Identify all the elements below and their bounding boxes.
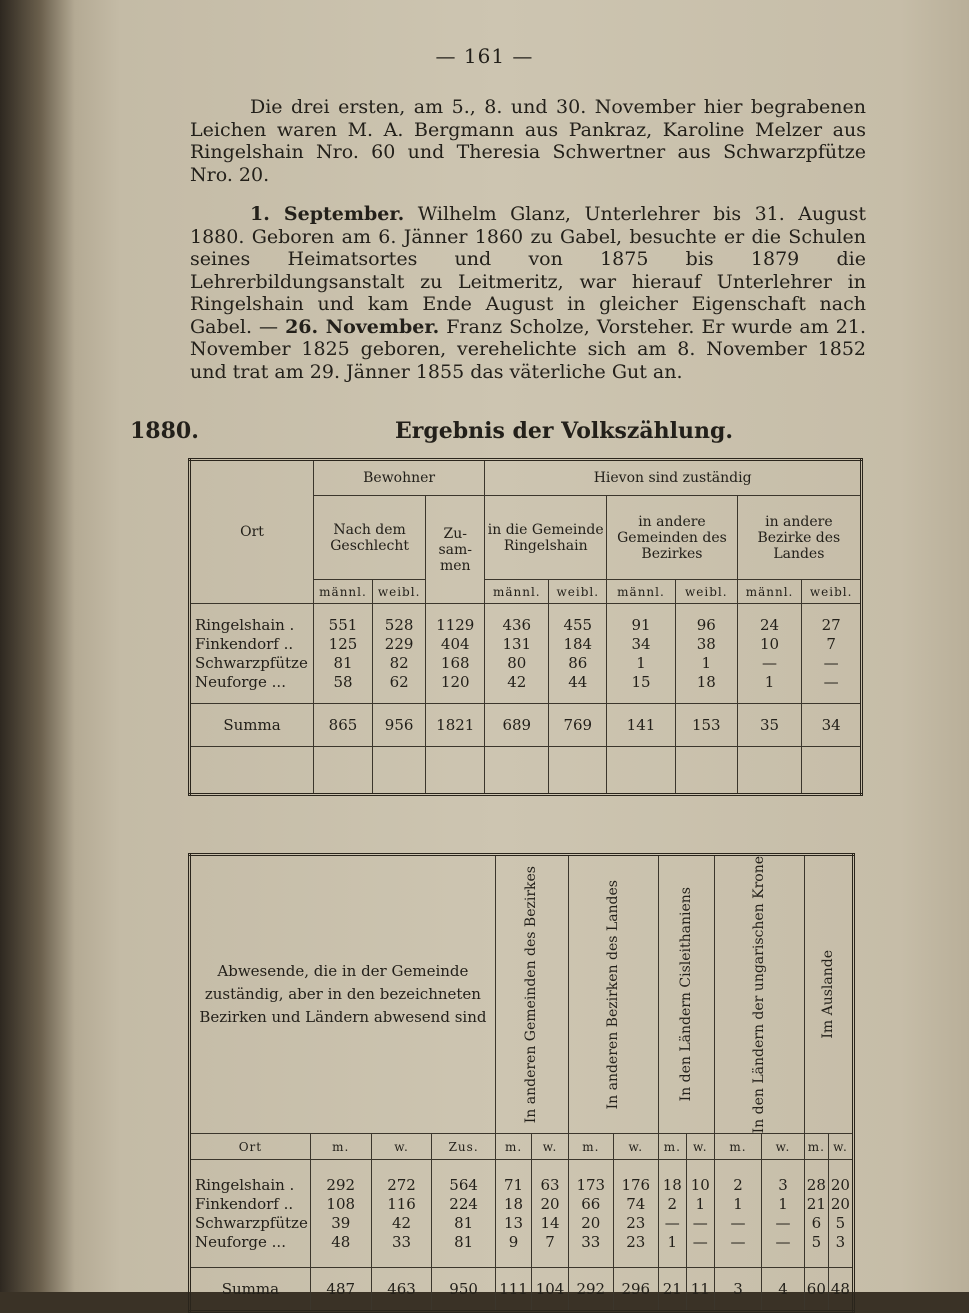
cell: 44 [568, 672, 588, 691]
cell: 272 [387, 1175, 416, 1194]
cell: 33 [392, 1232, 412, 1251]
data-column [658, 1160, 686, 1268]
maennl-label: männl. [314, 580, 373, 604]
cell: 120 [440, 672, 470, 691]
data-column [426, 604, 485, 704]
col-cisleithanien-header: In den Ländern Cisleithaniens [677, 887, 694, 1102]
cell: 82 [389, 653, 409, 672]
cell: — [730, 1232, 746, 1251]
cell: 35 [737, 704, 802, 747]
m-label: m. [714, 1134, 761, 1160]
cell: 34 [631, 634, 651, 653]
cell: 18 [504, 1194, 524, 1213]
cell: 20 [830, 1194, 850, 1213]
cell: 81 [454, 1213, 474, 1232]
cell: 66 [581, 1194, 601, 1213]
cell: 1 [764, 672, 775, 691]
cell: — [823, 672, 839, 691]
cell: 2 [667, 1194, 678, 1213]
cell: 71 [504, 1175, 524, 1194]
cell: 62 [389, 672, 409, 691]
data-column [607, 604, 676, 704]
cell: 15 [631, 672, 651, 691]
cell: 58 [333, 672, 353, 691]
cell: 14 [540, 1213, 560, 1232]
ort-header: Ort [190, 460, 314, 604]
cell: 1 [667, 1232, 678, 1251]
data-column [714, 1160, 761, 1268]
data-column [549, 604, 607, 704]
data-column [371, 1160, 432, 1268]
text-scholze: Franz Scholze, Vorsteher. Er wurde am 21. November 1825 geboren, verehelichte sich am 8. November 1852 und trat am 29. Jänner 1855 das väterliche Gut an. [190, 315, 867, 383]
col-bezirke-header: In anderen Bezirken des Landes [604, 879, 621, 1110]
row-label: Finkendorf .. [195, 1194, 294, 1213]
cell: 60 [804, 1268, 828, 1312]
summa-row [190, 704, 862, 747]
hievon-header: Hievon sind zuständig [485, 460, 862, 496]
page-number: — 161 — [435, 44, 534, 68]
cell: — [775, 1232, 791, 1251]
summa-label: Summa [190, 704, 314, 747]
row-label: Schwarzpfütze [195, 1213, 308, 1232]
w-label: w. [532, 1134, 569, 1160]
cell: 564 [449, 1175, 478, 1194]
cell: 551 [328, 615, 358, 634]
cell: 111 [495, 1268, 532, 1312]
zus-label: Zus. [432, 1134, 495, 1160]
weibl-label: weibl. [802, 580, 862, 604]
cell: 104 [532, 1268, 569, 1312]
data-column [532, 1160, 569, 1268]
section-title: Ergebnis der Volkszählung. [395, 418, 733, 444]
cell: 34 [802, 704, 862, 747]
row-label: Finkendorf .. [195, 634, 294, 653]
data-column [495, 1160, 532, 1268]
cell: 956 [372, 704, 425, 747]
geschlecht-header: Nach dem Geschlecht [314, 496, 426, 580]
w-label: w. [371, 1134, 432, 1160]
text-glanz: Wilhelm Glanz, Unterlehrer bis 31. August 1880. Geboren am 6. Jänner 1860 zu Gabel, besuchte er die Schulen seines Heimatsortes und von 1875 bis 1879 die Lehrerbildungsanstalt zu Leitmeritz, war hierauf Unterlehrer in Ringelshain und kam Ende August in gleicher Eigenschaft nach Gabel. — [190, 203, 866, 338]
w-label: w. [828, 1134, 853, 1160]
cell: 23 [626, 1213, 646, 1232]
cell: 6 [811, 1213, 822, 1232]
col-ungarn-header: In den Ländern der ungarischen Krone [750, 856, 767, 1134]
data-column [314, 604, 373, 704]
cell: 27 [821, 615, 841, 634]
andere-gemeinden-header: in andere Gemeinden des Bezirkes [607, 496, 738, 580]
row-label: Ringelshain . [195, 615, 295, 634]
abwesende-header: Abwesende, die in der Gemeinde zuständig, aber in den bezeichneten Bezirken und Ländern abwesend sind [190, 855, 496, 1134]
maennl-label: männl. [607, 580, 676, 604]
cell: 173 [576, 1175, 606, 1194]
weibl-label: weibl. [675, 580, 737, 604]
ort-header: Ort [190, 1134, 311, 1160]
cell: 153 [675, 704, 737, 747]
cell: 48 [331, 1232, 351, 1251]
cell: 38 [696, 634, 716, 653]
cell: 3 [714, 1268, 761, 1312]
ort-column [190, 604, 314, 704]
cell: 18 [662, 1175, 682, 1194]
cell: — [692, 1213, 708, 1232]
cell: 292 [568, 1268, 613, 1312]
w-label: w. [762, 1134, 805, 1160]
table-body [190, 604, 862, 704]
cell: 5 [811, 1232, 822, 1251]
cell: — [762, 653, 778, 672]
cell: 24 [759, 615, 780, 634]
cell: 229 [384, 634, 414, 653]
col-ausland-header: Im Auslande [819, 950, 836, 1039]
cell: — [692, 1232, 708, 1251]
row-label: Neuforge ... [195, 1232, 286, 1251]
cell: 86 [568, 653, 588, 672]
m-label: m. [658, 1134, 686, 1160]
cell: 436 [502, 615, 532, 634]
cell: 20 [830, 1175, 850, 1194]
cell: 42 [507, 672, 527, 691]
cell: 4 [762, 1268, 805, 1312]
cell: 3 [835, 1232, 846, 1251]
data-column [804, 1160, 828, 1268]
cell: 81 [333, 653, 353, 672]
census-table [188, 458, 863, 796]
cell: 1821 [426, 704, 485, 747]
cell: 131 [502, 634, 532, 653]
row-label: Ringelshain . [195, 1175, 295, 1194]
data-column [372, 604, 425, 704]
cell: 48 [828, 1268, 853, 1312]
cell: 455 [563, 615, 593, 634]
data-column [686, 1160, 714, 1268]
cell: 18 [696, 672, 716, 691]
summa-label: Summa [190, 1268, 311, 1312]
cell: 1 [778, 1194, 788, 1213]
col-gemeinden-header: In anderen Gemeinden des Bezirkes [523, 866, 540, 1124]
cell: 96 [696, 615, 716, 634]
cell: 404 [440, 634, 470, 653]
maennl-label: männl. [737, 580, 802, 604]
zusammen-header: Zu- sam- men [426, 496, 485, 604]
cell: 224 [449, 1194, 478, 1213]
table-body [190, 1160, 854, 1268]
cell: — [775, 1213, 791, 1232]
cell: 487 [310, 1268, 371, 1312]
cell: 1 [733, 1194, 743, 1213]
cell: 3 [778, 1175, 788, 1194]
cell: 42 [392, 1213, 412, 1232]
weibl-label: weibl. [549, 580, 607, 604]
cell: 10 [690, 1175, 710, 1194]
summa-row [190, 1268, 854, 1312]
cell: — [823, 653, 839, 672]
cell: 28 [806, 1175, 826, 1194]
cell: 74 [626, 1194, 646, 1213]
cell: — [730, 1213, 746, 1232]
paragraph-chronicle [190, 203, 866, 383]
cell: 91 [631, 615, 651, 634]
m-label: m. [495, 1134, 532, 1160]
cell: 108 [326, 1194, 356, 1213]
cell: 184 [563, 634, 593, 653]
cell: 7 [545, 1232, 555, 1251]
data-column [737, 604, 802, 704]
ort-column [190, 1160, 311, 1268]
cell: 23 [626, 1232, 646, 1251]
gemeinde-header: in die Gemeinde Ringelshain [485, 496, 607, 580]
cell: 168 [440, 653, 470, 672]
cell: 528 [384, 615, 414, 634]
date-november: 26. November. [285, 315, 440, 338]
cell: 689 [485, 704, 549, 747]
m-label: m. [310, 1134, 371, 1160]
data-column [568, 1160, 613, 1268]
weibl-label: weibl. [372, 580, 425, 604]
cell: 1 [636, 653, 646, 672]
section-year: 1880. [130, 418, 199, 444]
cell: 20 [540, 1194, 560, 1213]
cell: 2 [733, 1175, 743, 1194]
cell: 21 [806, 1194, 826, 1213]
cell: 296 [613, 1268, 658, 1312]
cell: 7 [826, 634, 836, 653]
cell: 1 [701, 653, 712, 672]
cell: 141 [607, 704, 676, 747]
cell: — [664, 1213, 680, 1232]
data-column [432, 1160, 495, 1268]
cell: 81 [454, 1232, 474, 1251]
data-column [485, 604, 549, 704]
data-column [762, 1160, 805, 1268]
cell: 125 [328, 634, 358, 653]
cell: 463 [371, 1268, 432, 1312]
row-label: Schwarzpfütze [195, 653, 308, 672]
cell: 33 [581, 1232, 601, 1251]
cell: 5 [835, 1213, 846, 1232]
cell: 9 [508, 1232, 519, 1251]
cell: 21 [658, 1268, 686, 1312]
data-column [802, 604, 862, 704]
cell: 950 [432, 1268, 495, 1312]
cell: 865 [314, 704, 373, 747]
cell: 11 [686, 1268, 714, 1312]
absent-table [188, 853, 855, 1313]
m-label: m. [568, 1134, 613, 1160]
cell: 176 [621, 1175, 651, 1194]
cell: 292 [326, 1175, 356, 1194]
row-label: Neuforge ... [195, 672, 286, 691]
data-column [675, 604, 737, 704]
cell: 39 [331, 1213, 351, 1232]
m-label: m. [804, 1134, 828, 1160]
maennl-label: männl. [485, 580, 549, 604]
w-label: w. [686, 1134, 714, 1160]
data-column [613, 1160, 658, 1268]
data-column [828, 1160, 853, 1268]
date-september: 1. September. [250, 203, 405, 225]
cell: 1 [695, 1194, 706, 1213]
cell: 1129 [436, 615, 475, 634]
bewohner-header: Bewohner [314, 460, 485, 496]
w-label: w. [613, 1134, 658, 1160]
cell: 80 [507, 653, 527, 672]
andere-bezirke-header: in andere Bezirke des Landes [737, 496, 861, 580]
cell: 20 [581, 1213, 601, 1232]
cell: 769 [549, 704, 607, 747]
cell: 13 [504, 1213, 524, 1232]
cell: 63 [540, 1175, 560, 1194]
cell: 10 [759, 634, 780, 653]
cell: 116 [387, 1194, 416, 1213]
data-column [310, 1160, 371, 1268]
paragraph-burials: Die drei ersten, am 5., 8. und 30. November hier begrabenen Leichen waren M. A. Bergmann aus Pankraz, Karoline Melzer aus Ringelshain Nro. 60 und Theresia Schwertner aus Schwarzpfütze Nro. 20. [190, 96, 866, 186]
